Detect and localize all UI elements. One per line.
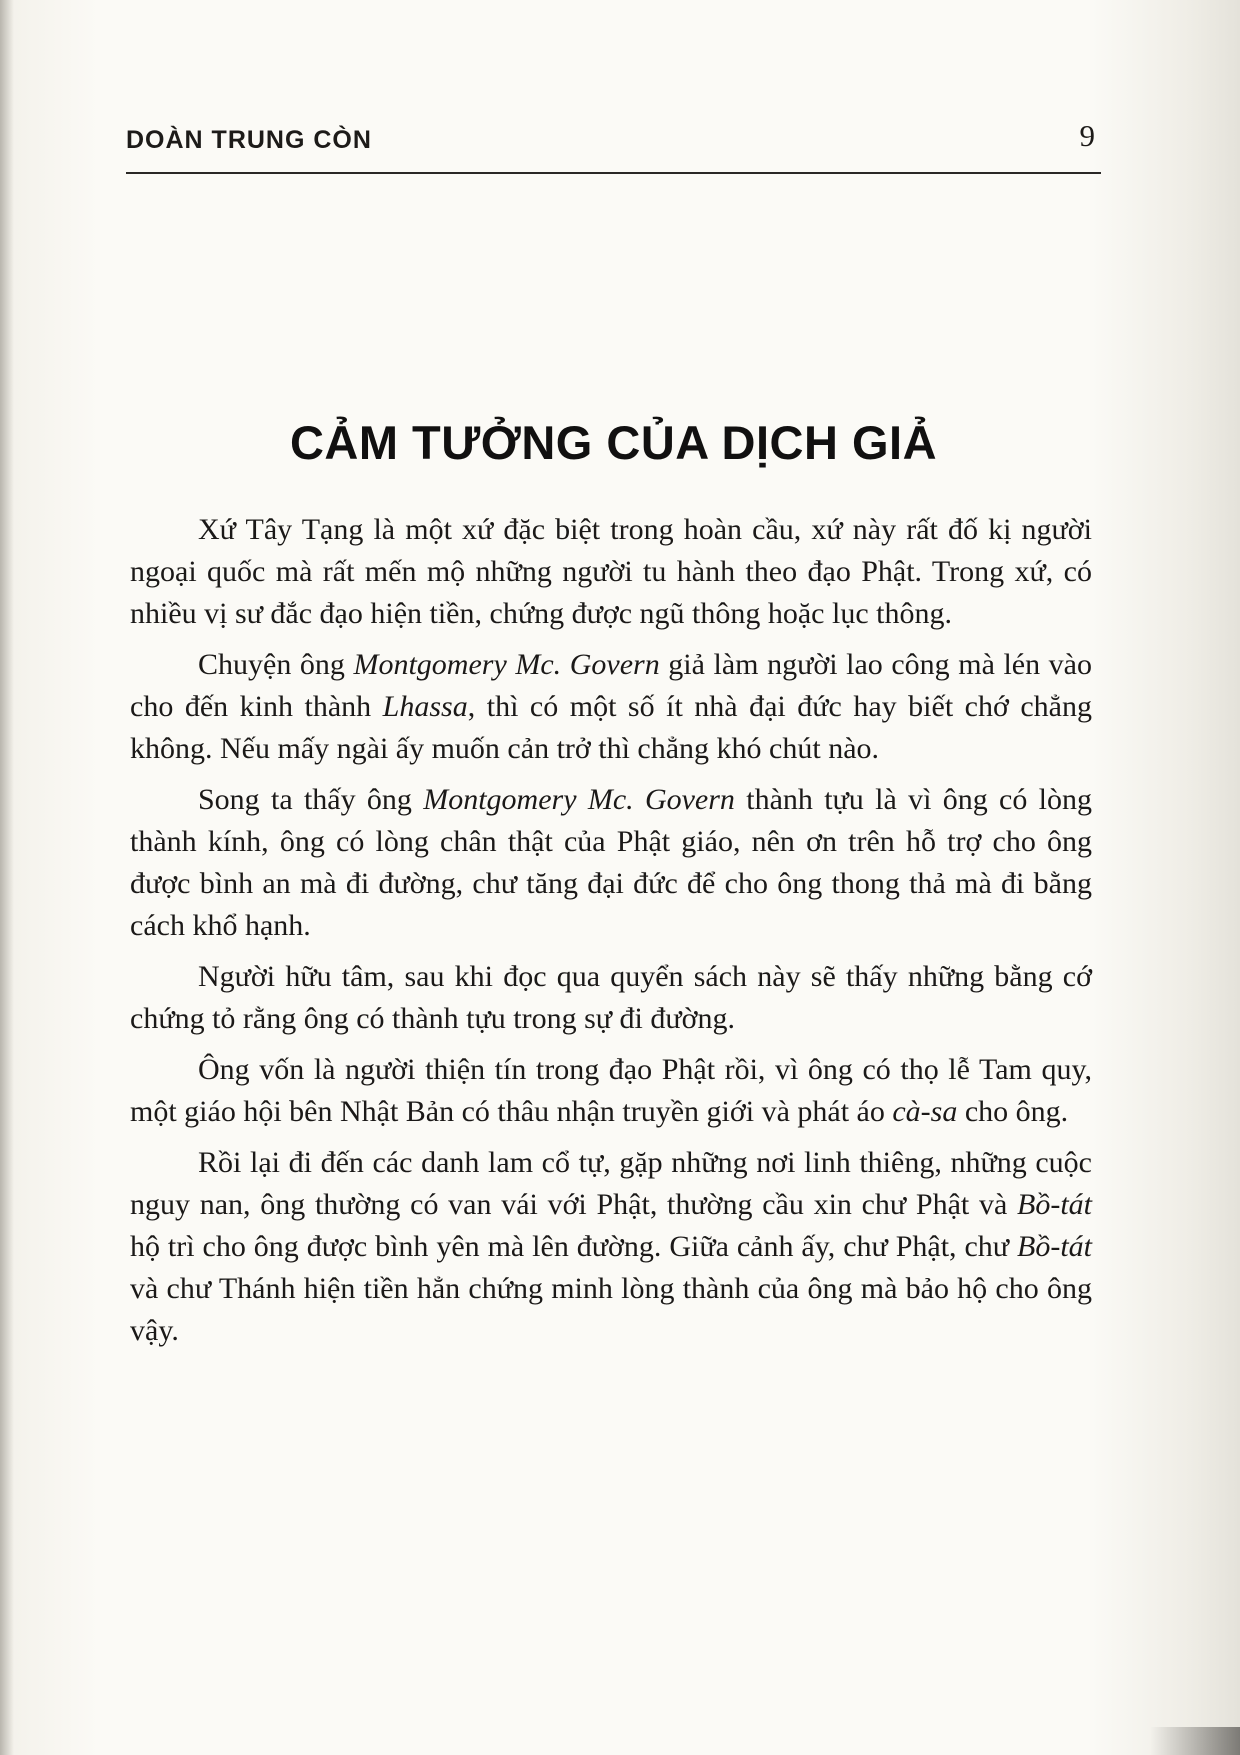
paragraph-2 xyxy=(130,644,1092,770)
text-run: , thì có một số ít nhà đại đức hay biết chớ chẳng không. Nếu mấy ngài ấy muốn cản trở thì chẳng khó chút nào. xyxy=(130,690,1092,765)
italic-term: Bồ-tát xyxy=(1017,1188,1092,1221)
scan-corner-shadow xyxy=(1150,1727,1240,1755)
paragraph-4: Người hữu tâm, sau khi đọc qua quyển sách này sẽ thấy những bằng cớ chứng tỏ rằng ông có thành tựu trong sự đi đường. xyxy=(130,960,1092,1035)
page-number: 9 xyxy=(1079,118,1095,153)
text-run: Chuyện ông xyxy=(198,648,354,681)
header-author: DOÀN TRUNG CÒN xyxy=(126,126,372,154)
body-text xyxy=(130,509,1092,1361)
text-run: Rồi lại đi đến các danh lam cổ tự, gặp những nơi linh thiêng, những cuộc nguy nan, ông thường có van vái với Phật, thường cầu xin chư Phật và xyxy=(130,1146,1092,1221)
paragraph-1: Xứ Tây Tạng là một xứ đặc biệt trong hoàn cầu, xứ này rất đố kị người ngoại quốc mà rất mến mộ những người tu hành theo đạo Phật. Trong xứ, có nhiều vị sư đắc đạo hiện tiền, chứng được ngũ thông hoặc lục thông. xyxy=(130,513,1092,630)
italic-name: Montgomery Mc. Govern xyxy=(423,783,735,816)
text-run: và chư Thánh hiện tiền hẳn chứng minh lòng thành của ông mà bảo hộ cho ông vậy. xyxy=(130,1272,1092,1347)
paragraph-5 xyxy=(130,1049,1092,1133)
text-run: Ông vốn là người thiện tín trong đạo Phật rồi, vì ông có thọ lễ Tam quy, một giáo hội bên Nhật Bản có thâu nhận truyền giới và phát áo xyxy=(130,1053,1092,1128)
paragraph-3 xyxy=(130,779,1092,947)
text-run: cho ông. xyxy=(957,1095,1069,1128)
text-run: thành tựu là vì ông có lòng thành kính, ông có lòng chân thật của Phật giáo, nên ơn trên hỗ trợ cho ông được bình an mà đi đường, chư tăng đại đức để cho ông thong thả mà đi bằng cách khổ hạnh. xyxy=(130,783,1092,942)
text-run: Song ta thấy ông xyxy=(198,783,424,816)
italic-name: Montgomery Mc. Govern xyxy=(353,648,660,681)
running-header xyxy=(126,120,1101,174)
text-run: hộ trì cho ông được bình yên mà lên đường. Giữa cảnh ấy, chư Phật, chư xyxy=(130,1230,1017,1263)
page-gutter-shadow xyxy=(0,0,14,1755)
italic-term: cà-sa xyxy=(892,1095,958,1128)
text-run: giả làm người lao công mà lén vào cho đến kinh thành xyxy=(130,648,1092,723)
paragraph-6 xyxy=(130,1142,1092,1352)
italic-term: Bồ-tát xyxy=(1017,1230,1092,1263)
italic-place: Lhassa xyxy=(382,690,468,723)
chapter-title: CẢM TƯỞNG CỦA DỊCH GIẢ xyxy=(289,416,938,470)
